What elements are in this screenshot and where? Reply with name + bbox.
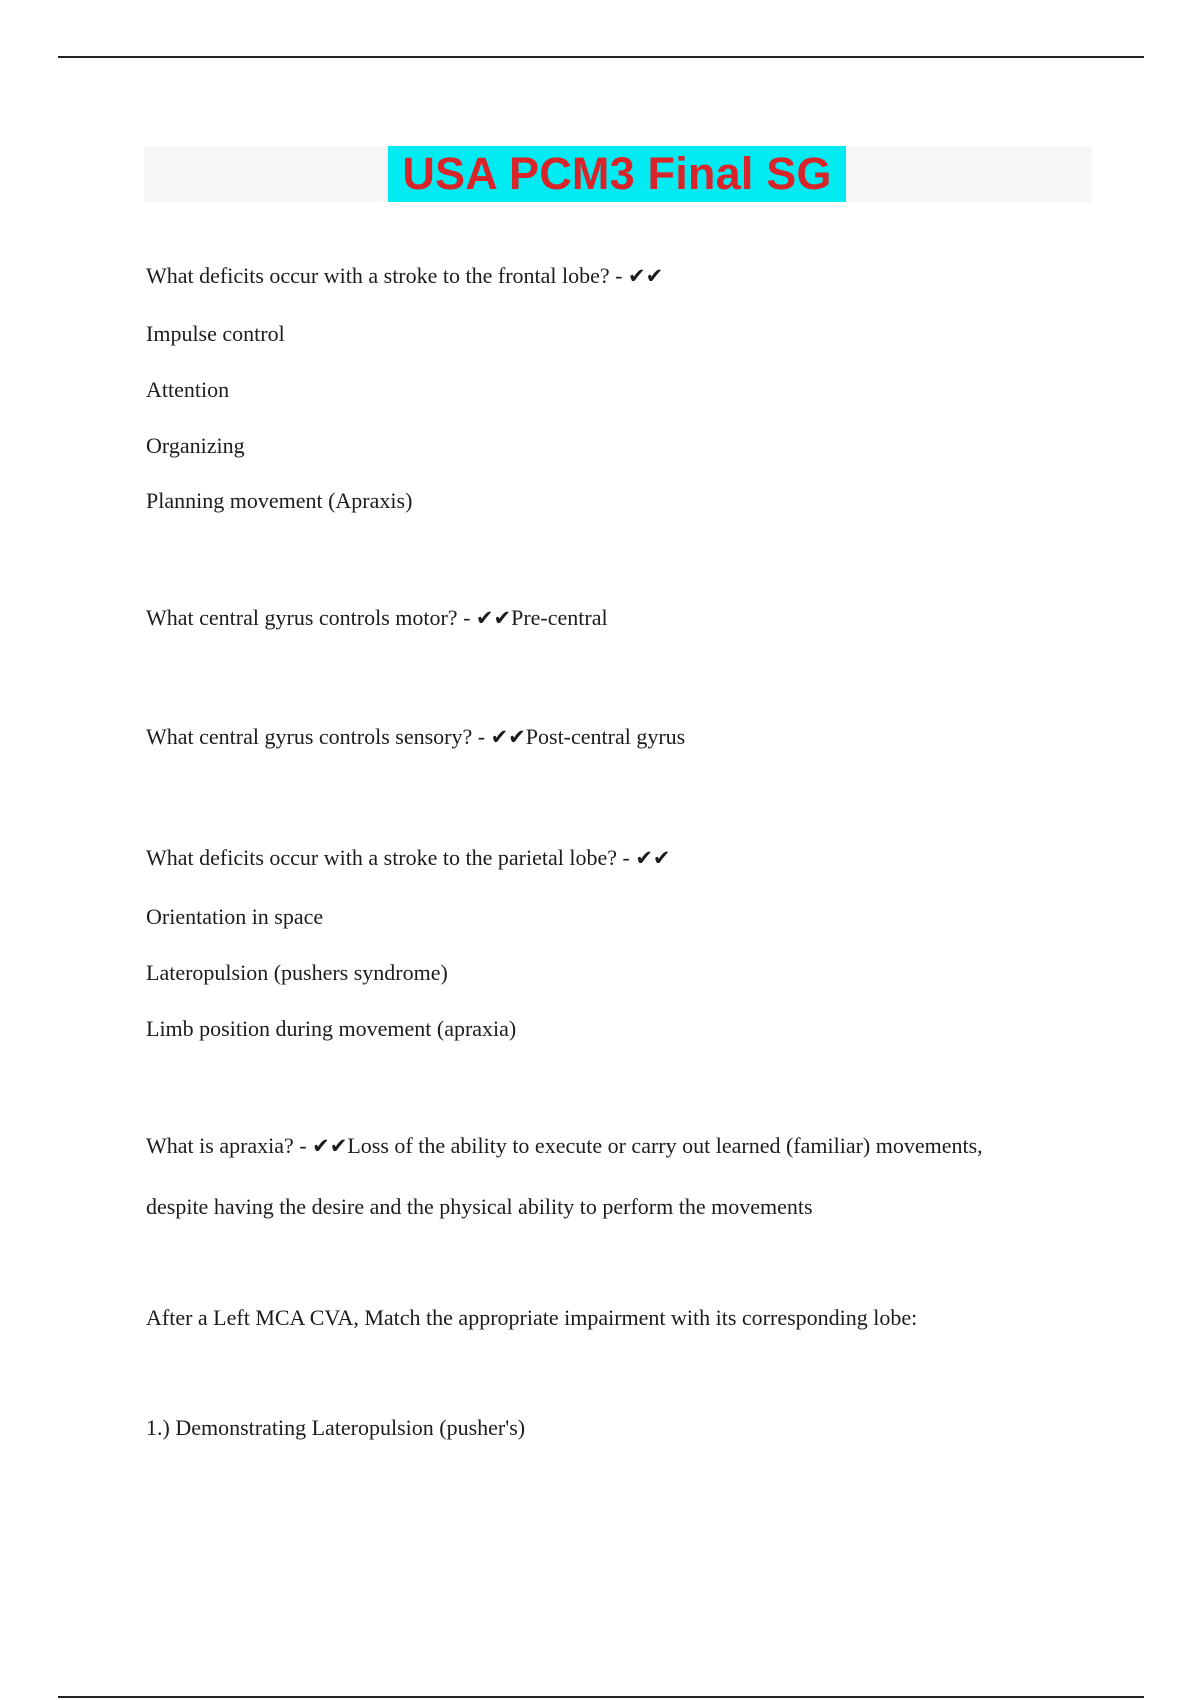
document-title: USA PCM3 Final SG [388,146,846,202]
list-item: Impulse control [146,321,285,346]
question-frontal-lobe: What deficits occur with a stroke to the frontal lobe? - ✔✔ [146,263,664,288]
list-item: 1.) Demonstrating Lateropulsion (pusher's) [146,1415,526,1440]
answer-text: Loss of the ability to execute or carry out learned (familiar) movements, [347,1133,983,1158]
list-item: Organizing [146,433,245,458]
check-icon: ✔✔ [635,846,671,870]
question-sensory-gyrus: What central gyrus controls sensory? - ✔✔Post-central gyrus [146,724,686,749]
question-motor-gyrus: What central gyrus controls motor? - ✔✔Pre-central [146,605,608,630]
list-item: Lateropulsion (pushers syndrome) [146,960,448,985]
answer-text: Post-central gyrus [525,724,686,749]
top-rule [58,56,1144,58]
question-match-lobe: After a Left MCA CVA, Match the appropriate impairment with its corresponding lobe: [146,1305,918,1330]
check-icon: ✔✔ [628,264,664,288]
check-icon: ✔✔ [490,725,526,749]
check-icon: ✔✔ [312,1134,348,1158]
answer-text: Pre-central [511,605,608,630]
bottom-rule [58,1696,1144,1698]
list-item: Attention [146,377,230,402]
question-apraxia: What is apraxia? - ✔✔Loss of the ability to execute or carry out learned (familiar) movements, [146,1133,983,1158]
list-item: Orientation in space [146,904,324,929]
list-item: Limb position during movement (apraxia) [146,1016,517,1041]
check-icon: ✔✔ [475,606,512,630]
answer-continuation: despite having the desire and the physical ability to perform the movements [146,1194,813,1219]
list-item: Planning movement (Apraxis) [146,488,413,513]
question-parietal-lobe: What deficits occur with a stroke to the parietal lobe? - ✔✔ [146,845,671,870]
